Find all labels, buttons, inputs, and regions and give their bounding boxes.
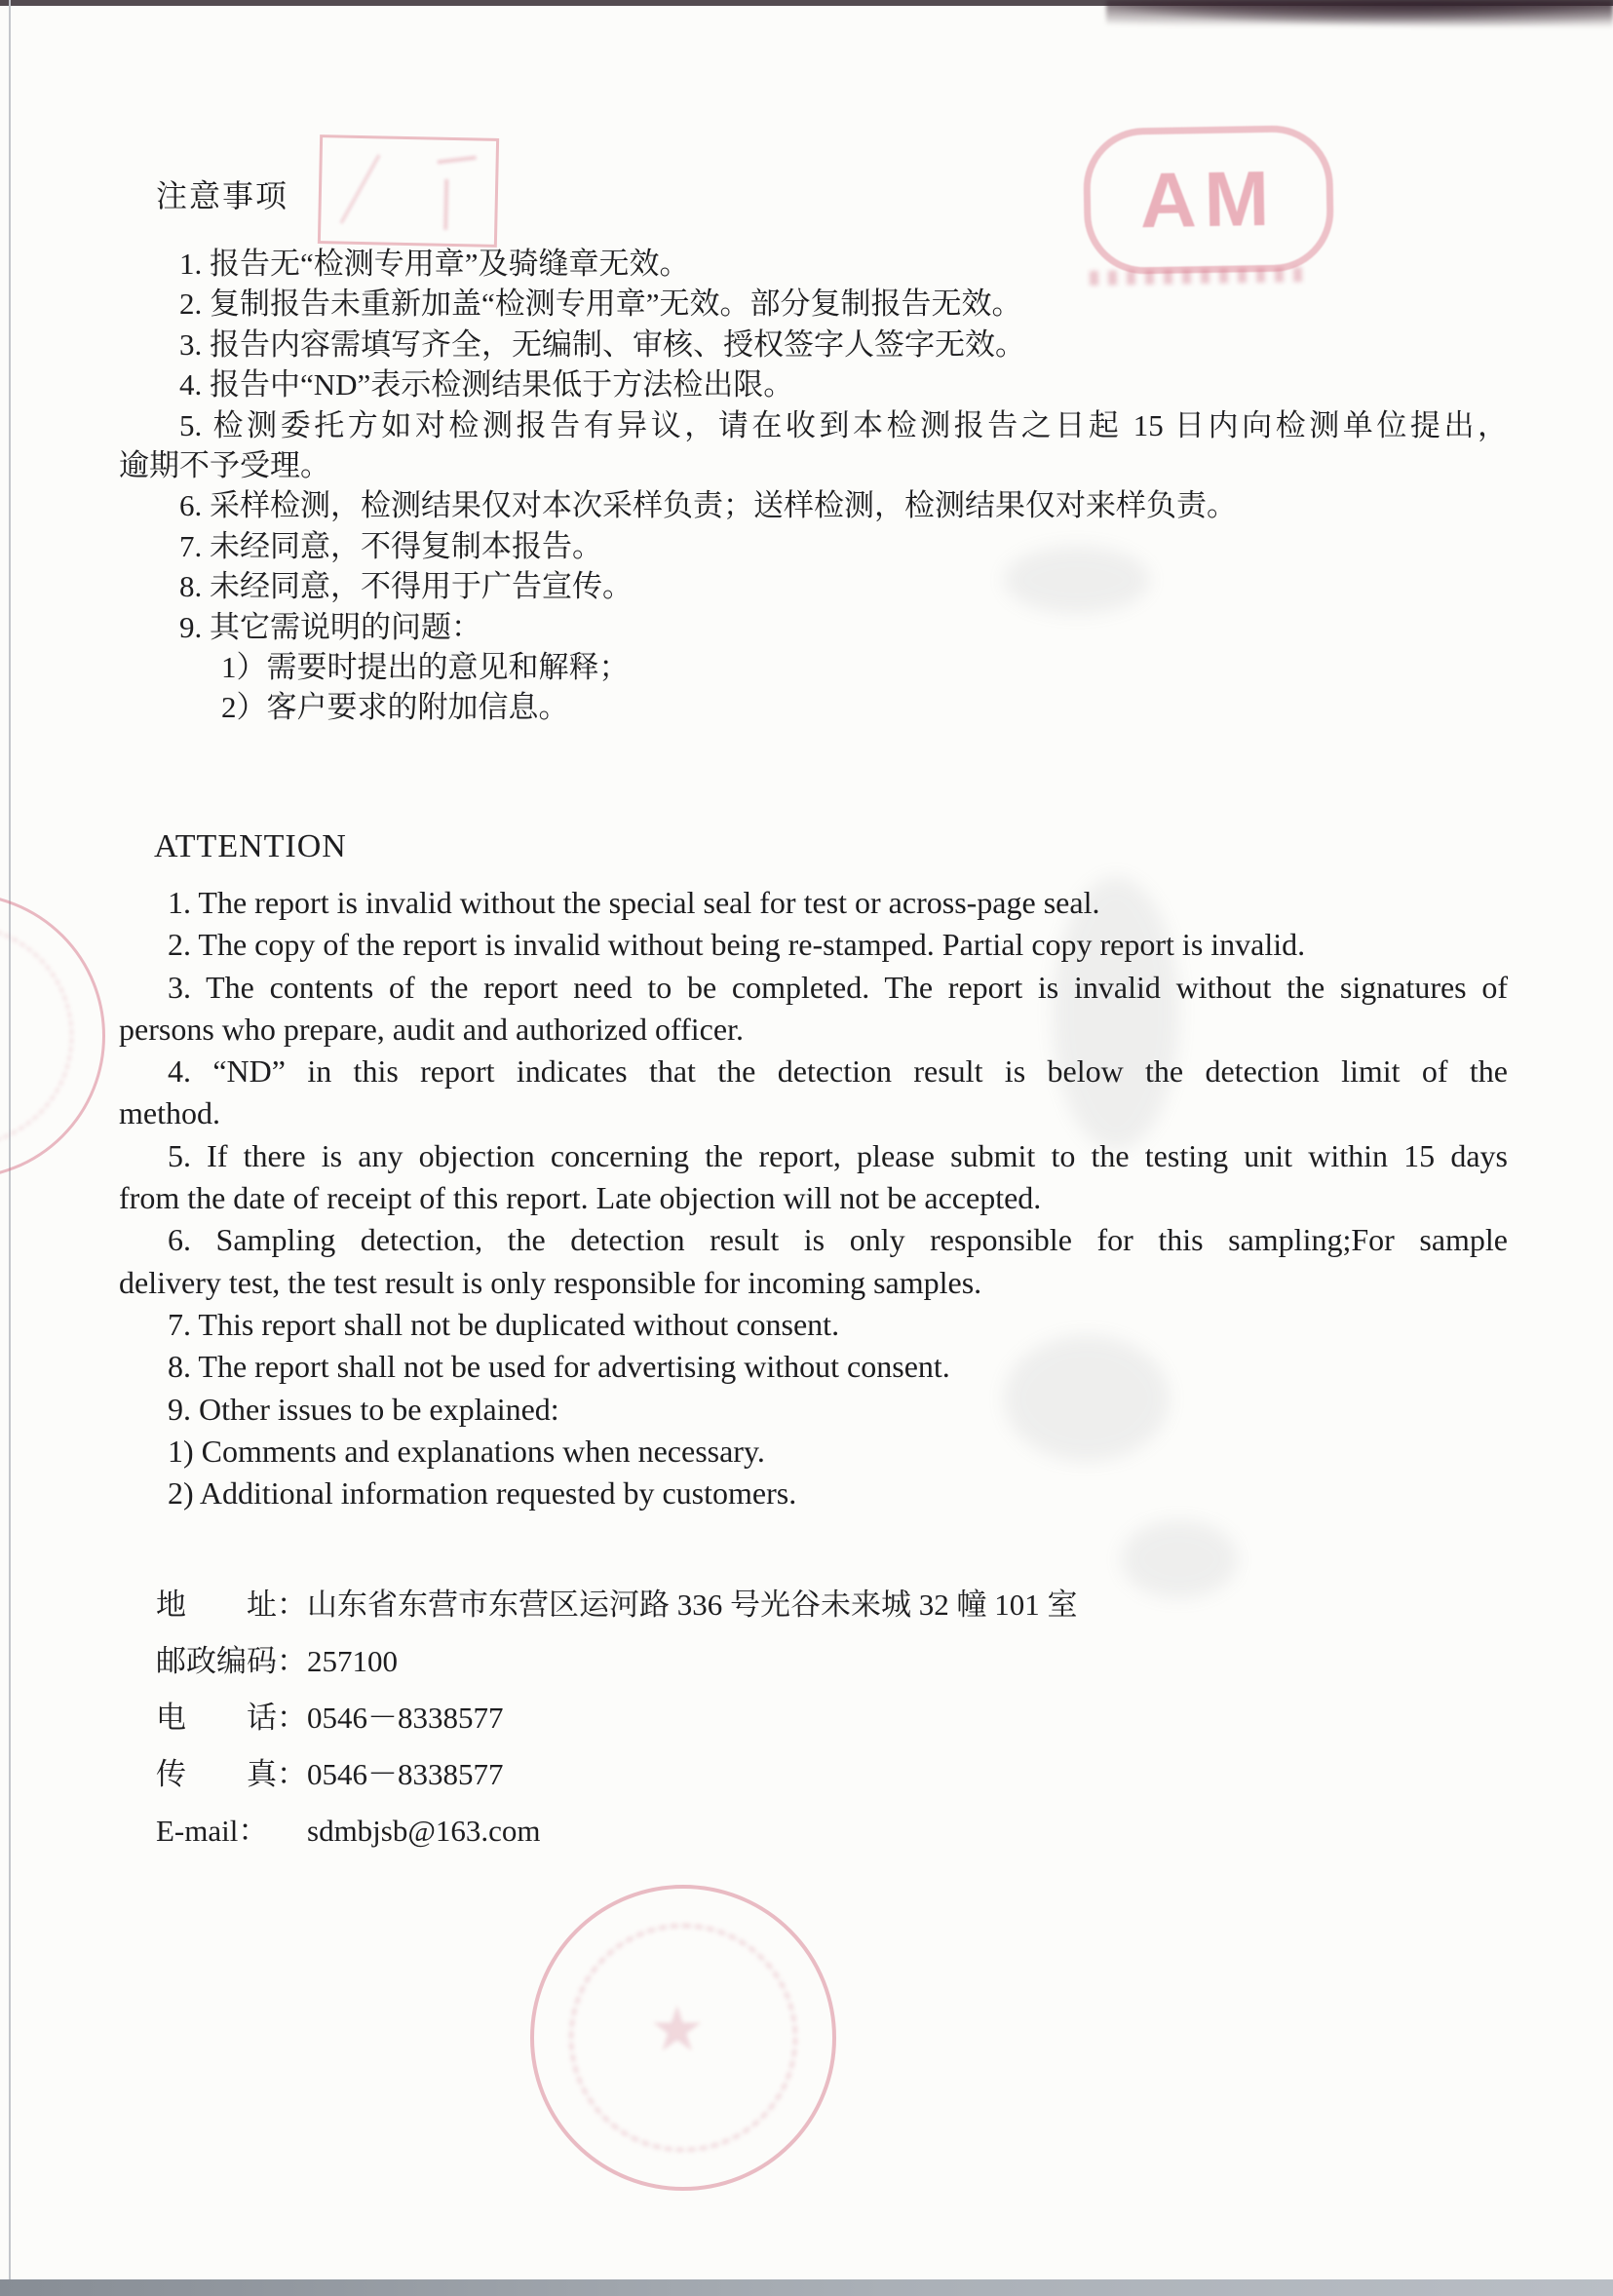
bleed-through-smudge: [1121, 1520, 1238, 1598]
contact-value: 0546－8338577: [307, 1757, 504, 1791]
rectangular-seal-stamp: [318, 134, 499, 248]
attention-line: persons who prepare, audit and authorized officer.: [119, 1011, 744, 1047]
attention-line: method.: [119, 1095, 220, 1131]
notice-subline: 1）需要时提出的意见和解释；: [221, 650, 630, 685]
attention-line: 4. “ND” in this report indicates that the detection result is below the detection limit of the: [168, 1053, 1508, 1090]
attention-line: 7. This report shall not be duplicated without consent.: [168, 1306, 840, 1342]
notice-line: 2. 复制报告未重新加盖“检测专用章”无效。部分复制报告无效。: [179, 287, 1022, 322]
notice-subline: 2）客户要求的附加信息。: [221, 690, 569, 725]
notice-list: [119, 244, 1508, 728]
bottom-seal-stamp: [530, 1885, 836, 2191]
notice-line: 6. 采样检测，检测结果仅对本次采样负责；送样检测，检测结果仅对来样负责。: [179, 488, 1237, 523]
attention-line: 9. Other issues to be explained:: [168, 1391, 559, 1427]
am-stamp-label: AM: [1139, 154, 1278, 245]
contact-label: 邮政编码：: [156, 1644, 307, 1678]
attention-line: 3. The contents of the report need to be completed. The report is invalid without the signatures of: [168, 969, 1508, 1005]
left-edge-seal-stamp: [0, 893, 105, 1179]
attention-line: 2. The copy of the report is invalid without being re-stamped. Partial copy report is invalid.: [168, 927, 1306, 963]
attention-line: 1. The report is invalid without the special seal for test or across-page seal.: [168, 885, 1100, 920]
scan-bottom-band: [0, 2279, 1613, 2296]
attention-subline: 1) Comments and explanations when necessary.: [168, 1433, 765, 1469]
contact-label: 地 址：: [156, 1588, 307, 1622]
notice-line: 逾期不予受理。: [119, 448, 330, 483]
contact-value: sdmbjsb@163.com: [307, 1814, 541, 1848]
contact-row-email: [156, 1813, 1078, 1869]
contact-label: 传 真：: [156, 1757, 307, 1791]
notice-heading: 注意事项: [156, 178, 289, 213]
contact-value: 0546－8338577: [307, 1701, 504, 1735]
notice-line: 5. 检测委托方如对检测报告有异议，请在收到本检测报告之日起 15 日内向检测单位提出，: [179, 407, 1508, 442]
contact-info: [156, 1587, 1078, 1869]
attention-list: [119, 882, 1508, 1514]
contact-row-fax: [156, 1756, 1078, 1813]
notice-line: 3. 报告内容需填写齐全，无编制、审核、授权签字人签字无效。: [179, 326, 1025, 362]
attention-line: 8. The report shall not be used for advertising without consent.: [168, 1349, 950, 1385]
notice-line: 1. 报告无“检测专用章”及骑缝章无效。: [179, 247, 690, 281]
notice-line: 7. 未经同意，不得复制本报告。: [179, 528, 602, 563]
seal-star-icon: ★: [649, 1995, 706, 2064]
attention-line: 5. If there is any objection concerning the report, please submit to the testing unit within 15 days: [168, 1137, 1508, 1173]
notice-line: 8. 未经同意，不得用于广告宣传。: [179, 569, 633, 604]
attention-heading: ATTENTION: [154, 828, 347, 864]
contact-value: 山东省东营市东营区运河路 336 号光谷未来城 32 幢 101 室: [307, 1588, 1078, 1622]
contact-label: 电 话：: [156, 1701, 307, 1735]
contact-label: E-mail：: [156, 1814, 269, 1848]
attention-line: from the date of receipt of this report. Late objection will not be accepted.: [119, 1180, 1042, 1216]
attention-subline: 2) Additional information requested by customers.: [168, 1475, 797, 1512]
notice-line: 4. 报告中“ND”表示检测结果低于方法检出限。: [179, 367, 794, 402]
notice-line: 9. 其它需说明的问题：: [179, 609, 481, 644]
contact-value: 257100: [307, 1644, 398, 1678]
contact-row-address: [156, 1587, 1078, 1643]
scan-corner-blotch: [1106, 0, 1613, 27]
attention-line: 6. Sampling detection, the detection result is only responsible for this sampling;For sample: [168, 1222, 1508, 1258]
attention-line: delivery test, the test result is only responsible for incoming samples.: [119, 1264, 982, 1300]
contact-row-postcode: [156, 1643, 1078, 1700]
contact-row-phone: [156, 1700, 1078, 1756]
